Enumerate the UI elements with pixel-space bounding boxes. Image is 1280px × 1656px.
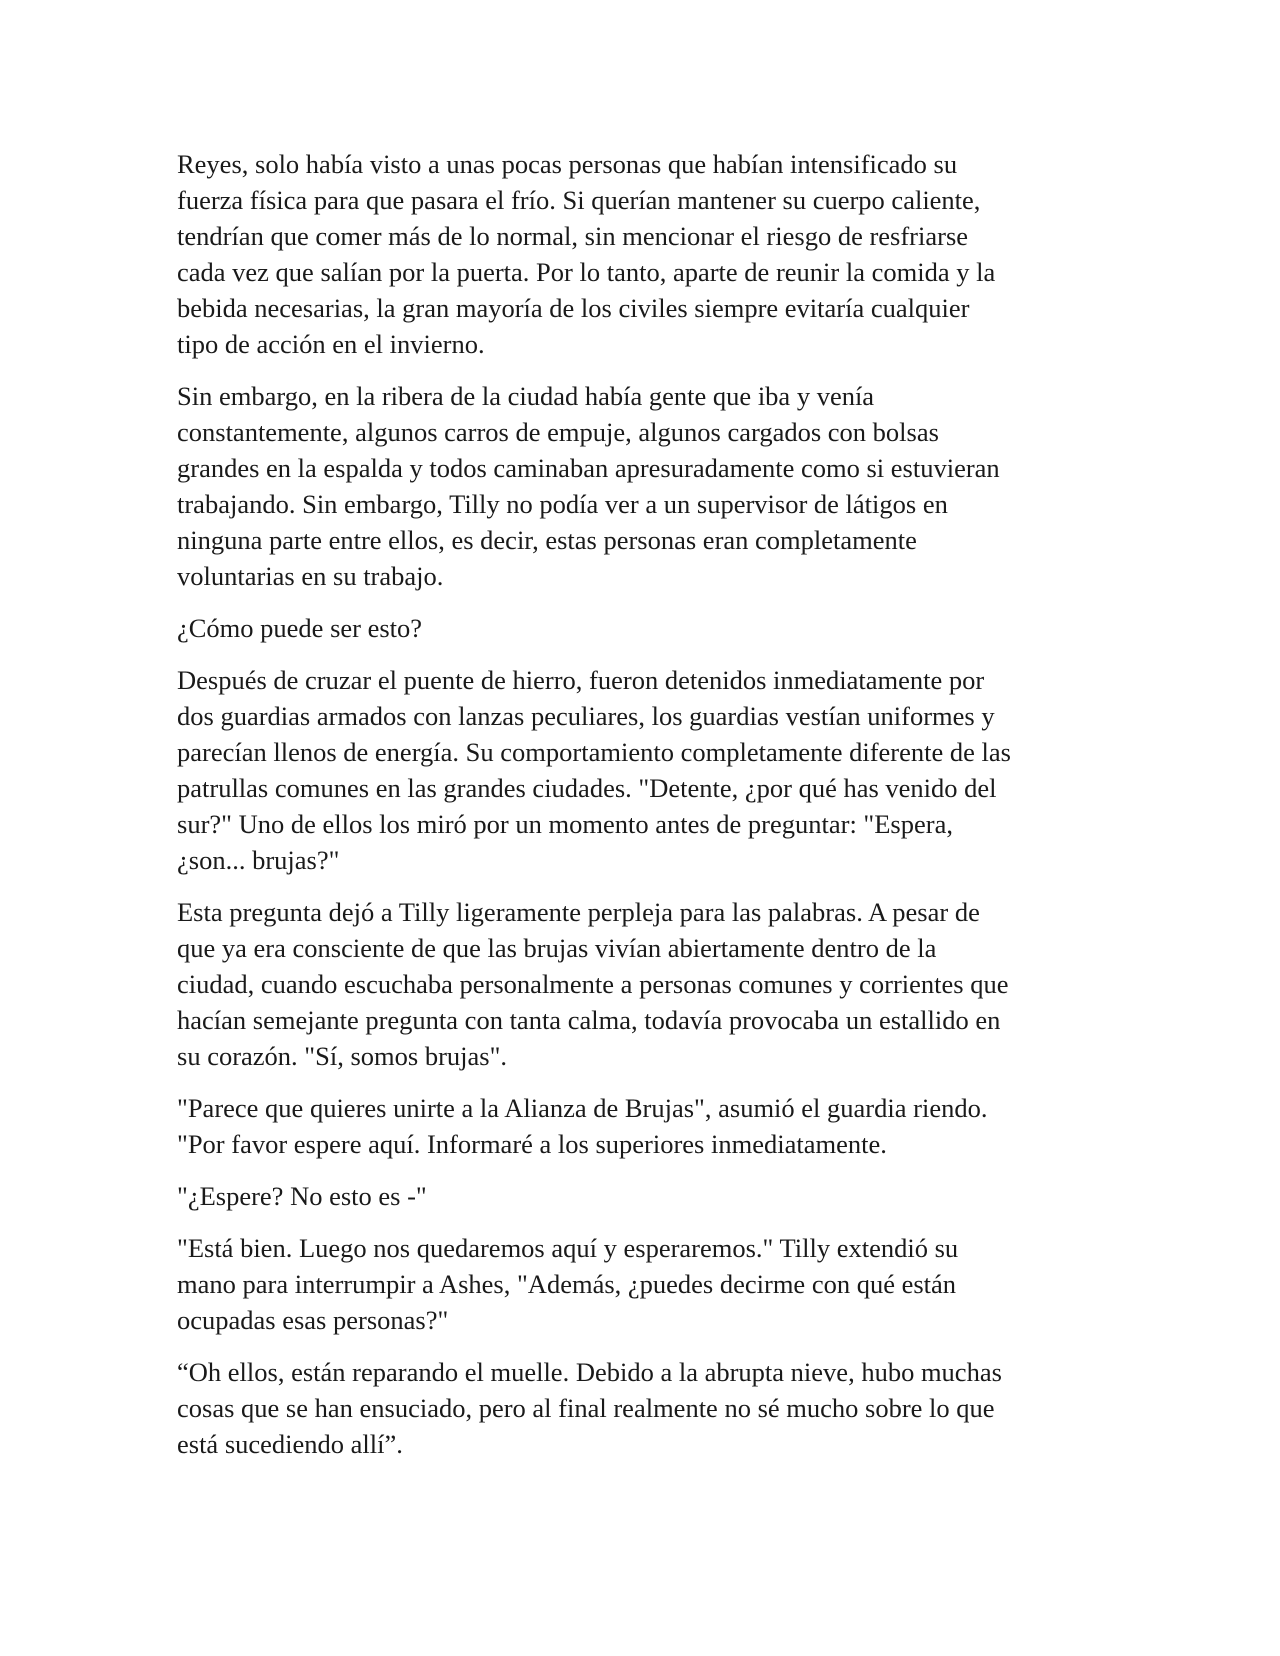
text-line: ocupadas esas personas?" <box>177 1305 449 1335</box>
text-line: tipo de acción en el invierno. <box>177 329 485 359</box>
text-line: hacían semejante pregunta con tanta calma, todavía provocaba un estallido en <box>177 1005 1001 1035</box>
paragraph-5 <box>177 894 1107 1074</box>
text-line: trabajando. Sin embargo, Tilly no podía ver a un supervisor de látigos en <box>177 489 948 519</box>
text-line: patrullas comunes en las grandes ciudades. "Detente, ¿por qué has venido del <box>177 773 997 803</box>
paragraph-1 <box>177 146 1107 362</box>
text-line: dos guardias armados con lanzas peculiares, los guardias vestían uniformes y <box>177 701 995 731</box>
paragraph-9 <box>177 1354 1107 1462</box>
text-line: constantemente, algunos carros de empuje, algunos cargados con bolsas <box>177 417 939 447</box>
document-body <box>177 146 1107 1478</box>
paragraph-4 <box>177 662 1107 878</box>
text-line: "Está bien. Luego nos quedaremos aquí y esperaremos." Tilly extendió su <box>177 1233 959 1263</box>
text-line: grandes en la espalda y todos caminaban apresuradamente como si estuvieran <box>177 453 1000 483</box>
text-line: sur?" Uno de ellos los miró por un momento antes de preguntar: "Espera, <box>177 809 953 839</box>
text-line: cosas que se han ensuciado, pero al final realmente no sé mucho sobre lo que <box>177 1393 995 1423</box>
text-line: su corazón. "Sí, somos brujas". <box>177 1041 508 1071</box>
text-line: fuerza física para que pasara el frío. Si querían mantener su cuerpo caliente, <box>177 185 981 215</box>
text-line: que ya era consciente de que las brujas vivían abiertamente dentro de la <box>177 933 937 963</box>
paragraph-2 <box>177 378 1107 594</box>
text-line: parecían llenos de energía. Su comportamiento completamente diferente de las <box>177 737 1011 767</box>
text-line: Después de cruzar el puente de hierro, fueron detenidos inmediatamente por <box>177 665 985 695</box>
text-line: ¿son... brujas?" <box>177 845 340 875</box>
paragraph-6 <box>177 1090 1107 1162</box>
text-line: “Oh ellos, están reparando el muelle. Debido a la abrupta nieve, hubo muchas <box>177 1357 1002 1387</box>
text-line: ninguna parte entre ellos, es decir, estas personas eran completamente <box>177 525 917 555</box>
text-line: cada vez que salían por la puerta. Por lo tanto, aparte de reunir la comida y la <box>177 257 996 287</box>
text-line: está sucediendo allí”. <box>177 1429 403 1459</box>
text-line: ciudad, cuando escuchaba personalmente a personas comunes y corrientes que <box>177 969 1009 999</box>
text-line: bebida necesarias, la gran mayoría de los civiles siempre evitaría cualquier <box>177 293 970 323</box>
text-line: "Parece que quieres unirte a la Alianza de Brujas", asumió el guardia riendo. <box>177 1093 988 1123</box>
text-line: voluntarias en su trabajo. <box>177 561 444 591</box>
paragraph-3 <box>177 610 1107 646</box>
text-line: Sin embargo, en la ribera de la ciudad había gente que iba y venía <box>177 381 875 411</box>
text-line: mano para interrumpir a Ashes, "Además, ¿puedes decirme con qué están <box>177 1269 957 1299</box>
text-line: Esta pregunta dejó a Tilly ligeramente perpleja para las palabras. A pesar de <box>177 897 980 927</box>
text-line: "Por favor espere aquí. Informaré a los superiores inmediatamente. <box>177 1129 887 1159</box>
text-line: ¿Cómo puede ser esto? <box>177 613 423 643</box>
text-line: Reyes, solo había visto a unas pocas personas que habían intensificado su <box>177 149 958 179</box>
paragraph-7 <box>177 1178 1107 1214</box>
text-line: "¿Espere? No esto es -" <box>177 1181 427 1211</box>
text-line: tendrían que comer más de lo normal, sin mencionar el riesgo de resfriarse <box>177 221 969 251</box>
paragraph-8 <box>177 1230 1107 1338</box>
